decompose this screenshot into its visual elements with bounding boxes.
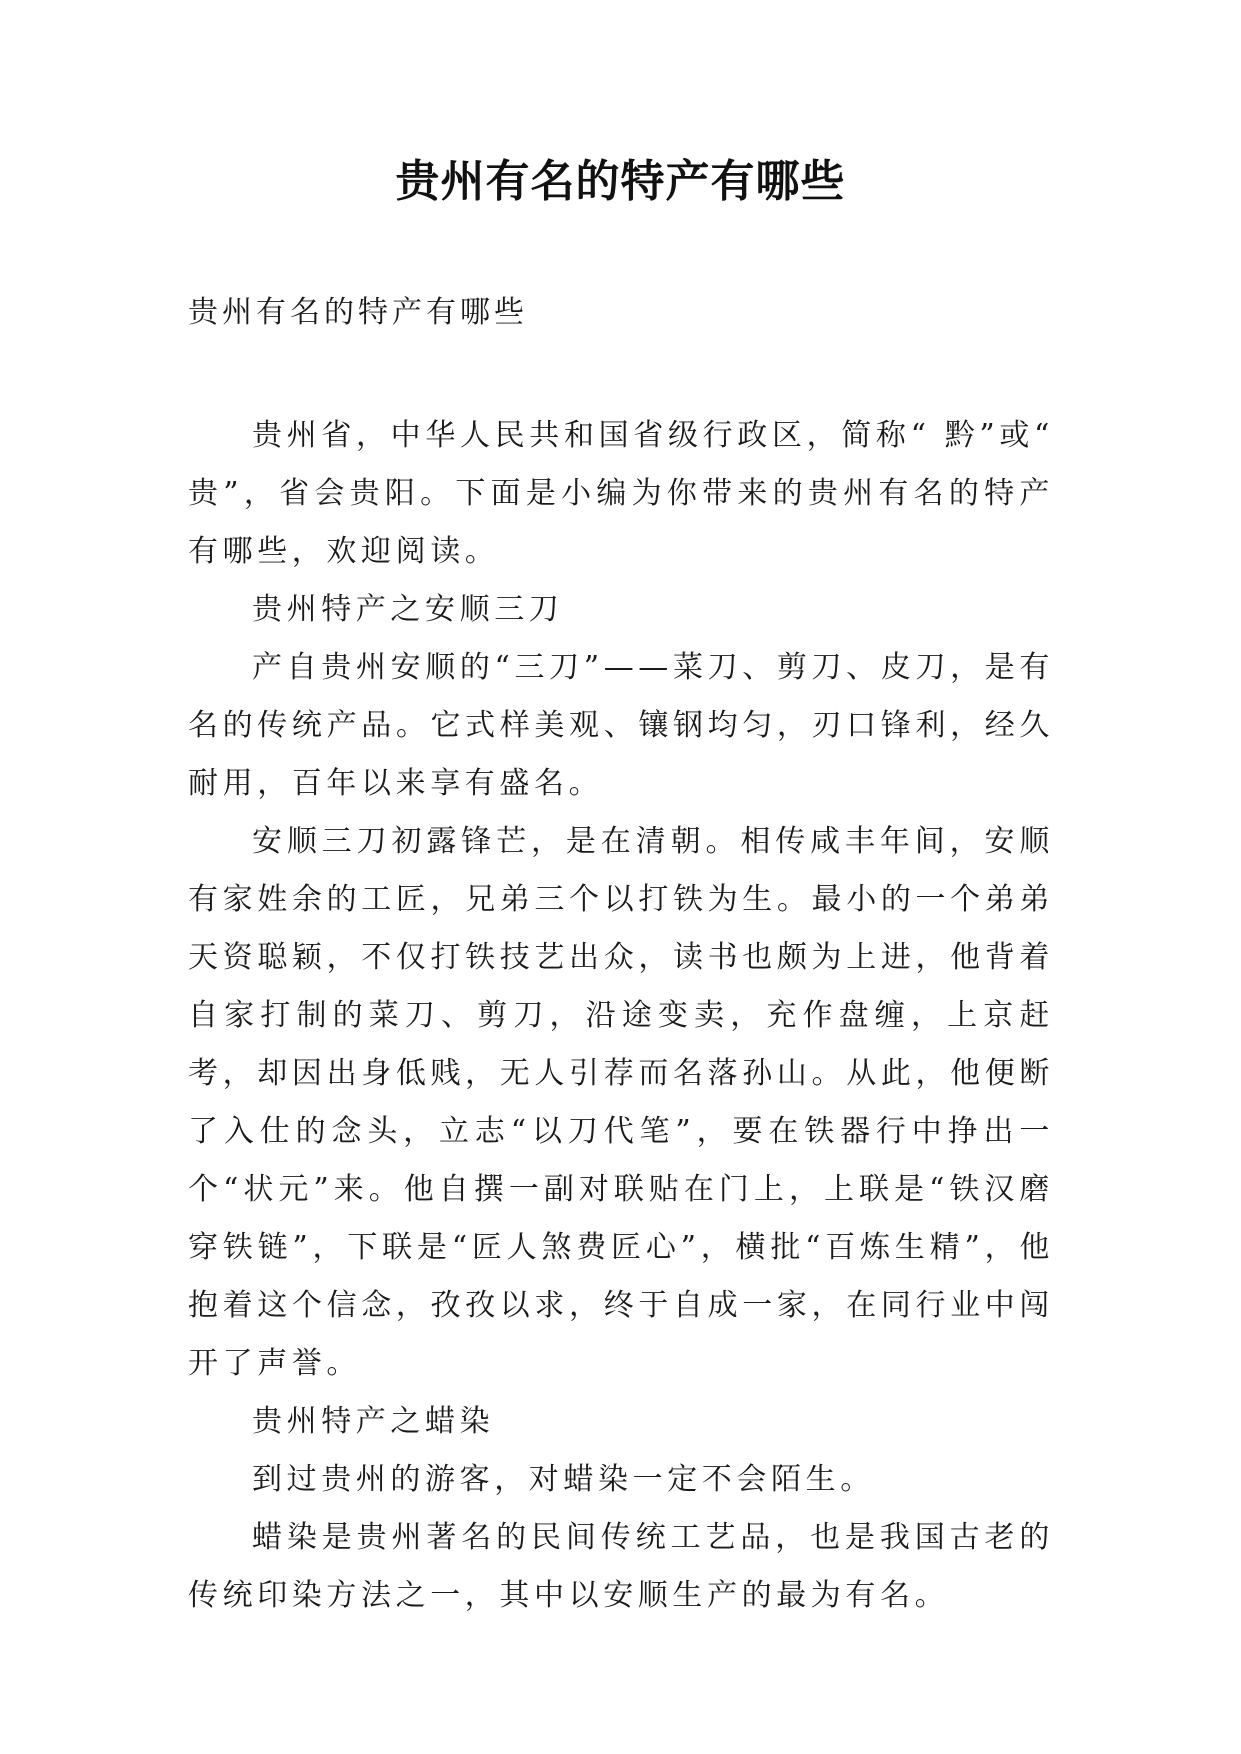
document-title: 贵州有名的特产有哪些 [395,156,846,207]
paragraph-batik-description: 蜡染是贵州著名的民间传统工艺品，也是我国古老的传统印染方法之一，其中以安顺生产的最为有名。 [188,1520,1054,1613]
paragraph-anshun-knives: 产自贵州安顺的“三刀”——菜刀、剪刀、皮刀，是有名的传统产品。它式样美观、镶钢均匀，刃口锋利，经久耐用，百年以来享有盛名。 [188,650,1054,801]
document-body [188,407,1054,1625]
document-subtitle: 贵州有名的特产有哪些 [188,295,528,330]
paragraph-anshun-history: 安顺三刀初露锋芒，是在清朝。相传咸丰年间，安顺有家姓余的工匠，兄弟三个以打铁为生。最小的一个弟弟天资聪颖，不仅打铁技艺出众，读书也颇为上进，他背着自家打制的菜刀、剪刀，沿途变卖，充作盘缠，上京赶考，却因出身低贱，无人引荐而名落孙山。从此，他便断了入仕的念头，立志“以刀代笔”，要在铁器行中挣出一个“状元”来。他自撰一副对联贴在门上，上联是“铁汉磨穿铁链”，下联是“匠人煞费匠心”，横批“百炼生精”，他抱着这个信念，孜孜以求，终于自成一家，在同行业中闯开了声誉。 [188,824,1054,1381]
paragraph-intro: 贵州省，中华人民共和国省级行政区，简称“ 黔”或“ 贵”，省会贵阳。下面是小编为你带来的贵州有名的特产有哪些，欢迎阅读。 [188,418,1054,569]
section-heading-anshun-knives: 贵州特产之安顺三刀 [252,592,564,627]
section-heading-batik: 贵州特产之蜡染 [252,1404,495,1439]
paragraph-batik-visitors: 到过贵州的游客，对蜡染一定不会陌生。 [252,1462,875,1497]
